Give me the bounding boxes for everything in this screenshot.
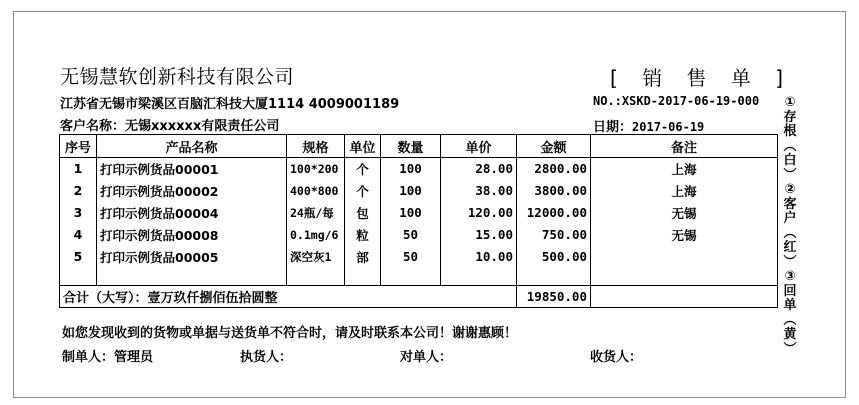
col-remark: 备注	[591, 135, 778, 158]
copy-char: 回	[783, 283, 797, 299]
cell-qty: 100	[381, 158, 441, 180]
copy-char: 客	[783, 196, 797, 212]
cell-remark: 上海	[591, 180, 778, 202]
table-row	[60, 246, 778, 268]
cell-unit: 粒	[345, 224, 381, 246]
checker-field	[400, 346, 452, 365]
cell-product-name: 打印示例货品00002	[97, 180, 287, 202]
copy-distribution-note	[780, 96, 800, 357]
cell-qty: 100	[381, 180, 441, 202]
cell-price: 120.00	[441, 202, 517, 224]
cell-price: 28.00	[441, 158, 517, 180]
empty-cell	[97, 268, 287, 286]
date-value: 2017-06-19	[632, 120, 705, 134]
company-name: 无锡慧软创新科技有限公司	[60, 66, 295, 88]
checker-label: 对单人：	[400, 350, 453, 365]
cell-amount: 500.00	[517, 246, 591, 268]
cell-remark: 上海	[591, 158, 778, 180]
total-in-words: 合计（大写）：壹万玖仟捌佰伍拾圆整	[60, 286, 517, 308]
table-row	[60, 224, 778, 246]
cell-spec: 24瓶/每	[287, 202, 345, 224]
customer-label: 客户名称：	[60, 119, 126, 134]
cell-remark	[591, 246, 778, 268]
table-row	[60, 180, 778, 202]
cell-spec: 400*800	[287, 180, 345, 202]
document-date	[593, 116, 704, 135]
copy-char: 白	[783, 153, 797, 168]
copy-char: 单	[783, 298, 797, 313]
empty-cell	[517, 268, 591, 286]
cell-unit: 个	[345, 158, 381, 180]
cell-seq: 2	[60, 180, 97, 202]
cell-unit: 部	[345, 246, 381, 268]
shipper-label: 执货人：	[240, 350, 293, 365]
empty-cell	[345, 268, 381, 286]
customer-line	[60, 115, 279, 134]
cell-amount: 3800.00	[517, 180, 591, 202]
cell-product-name: 打印示例货品00001	[97, 158, 287, 180]
empty-cell	[441, 268, 517, 286]
cell-price: 10.00	[441, 246, 517, 268]
col-price: 单价	[441, 135, 517, 158]
items-table	[59, 134, 778, 308]
cell-seq: 1	[60, 158, 97, 180]
copy-char: 黄	[783, 327, 797, 342]
cell-amount: 750.00	[517, 224, 591, 246]
empty-cell	[591, 268, 778, 286]
cell-spec: 0.1mg/6	[287, 224, 345, 246]
maker-value: 管理员	[114, 350, 154, 365]
cell-product-name: 打印示例货品00008	[97, 224, 287, 246]
cell-product-name: 打印示例货品00005	[97, 246, 287, 268]
copy-char: ︵	[783, 225, 797, 241]
table-empty-row	[60, 268, 778, 286]
maker-label: 制单人：	[62, 350, 115, 365]
copy-char: 根	[783, 124, 797, 139]
table-row	[60, 158, 778, 180]
cell-qty: 100	[381, 202, 441, 224]
total-amount: 19850.00	[517, 286, 591, 308]
doc-no-label: NO.:	[593, 94, 622, 108]
doc-no-value: XSKD-2017-06-19-000	[621, 94, 760, 108]
empty-cell	[60, 268, 97, 286]
copy-char: ︶	[783, 341, 797, 357]
copy-char: ③	[784, 269, 796, 284]
cell-remark: 无锡	[591, 202, 778, 224]
cell-seq: 4	[60, 224, 97, 246]
copy-char: ①	[784, 95, 796, 110]
notice-text: 如您发现收到的货物或单据与送货单不符合时，请及时联系本公司！谢谢惠顾！	[62, 326, 518, 341]
shipper-field	[240, 346, 292, 365]
cell-amount: 2800.00	[517, 158, 591, 180]
cell-unit: 包	[345, 202, 381, 224]
cell-qty: 50	[381, 224, 441, 246]
copy-char: 户	[783, 211, 797, 226]
table-row	[60, 202, 778, 224]
table-header-row	[60, 135, 778, 158]
cell-seq: 3	[60, 202, 97, 224]
receiver-field	[590, 346, 642, 365]
copy-char: ︶	[783, 254, 797, 270]
cell-remark: 无锡	[591, 224, 778, 246]
empty-cell	[287, 268, 345, 286]
cell-qty: 50	[381, 246, 441, 268]
cell-unit: 个	[345, 180, 381, 202]
cell-price: 38.00	[441, 180, 517, 202]
document-title: [ 销 售 单 ]	[610, 66, 793, 90]
copy-char: ②	[784, 182, 796, 197]
copy-char: ︵	[783, 138, 797, 154]
copy-char: 存	[783, 109, 797, 125]
empty-cell	[381, 268, 441, 286]
maker-field	[62, 346, 153, 365]
cell-spec: 深空灰1	[287, 246, 345, 268]
document-number	[593, 94, 759, 108]
receiver-label: 收货人：	[590, 350, 643, 365]
cell-seq: 5	[60, 246, 97, 268]
customer-name: 无锡xxxxxx有限责任公司	[125, 119, 280, 134]
date-label: 日期：	[593, 120, 633, 135]
copy-char: ︵	[783, 312, 797, 328]
cell-amount: 12000.00	[517, 202, 591, 224]
total-row	[60, 286, 778, 308]
cell-price: 15.00	[441, 224, 517, 246]
copy-char: ︶	[783, 167, 797, 183]
col-spec: 规格	[287, 135, 345, 158]
total-remark-cell	[591, 286, 778, 308]
col-qty: 数量	[381, 135, 441, 158]
cell-spec: 100*200	[287, 158, 345, 180]
cell-product-name: 打印示例货品00004	[97, 202, 287, 224]
copy-char: 红	[783, 240, 797, 255]
col-seq: 序号	[60, 135, 97, 158]
col-amount: 金额	[517, 135, 591, 158]
col-product-name: 产品名称	[97, 135, 287, 158]
company-address-phone: 江苏省无锡市梁溪区百脑汇科技大厦1114 4009001189	[60, 97, 400, 112]
col-unit: 单位	[345, 135, 381, 158]
